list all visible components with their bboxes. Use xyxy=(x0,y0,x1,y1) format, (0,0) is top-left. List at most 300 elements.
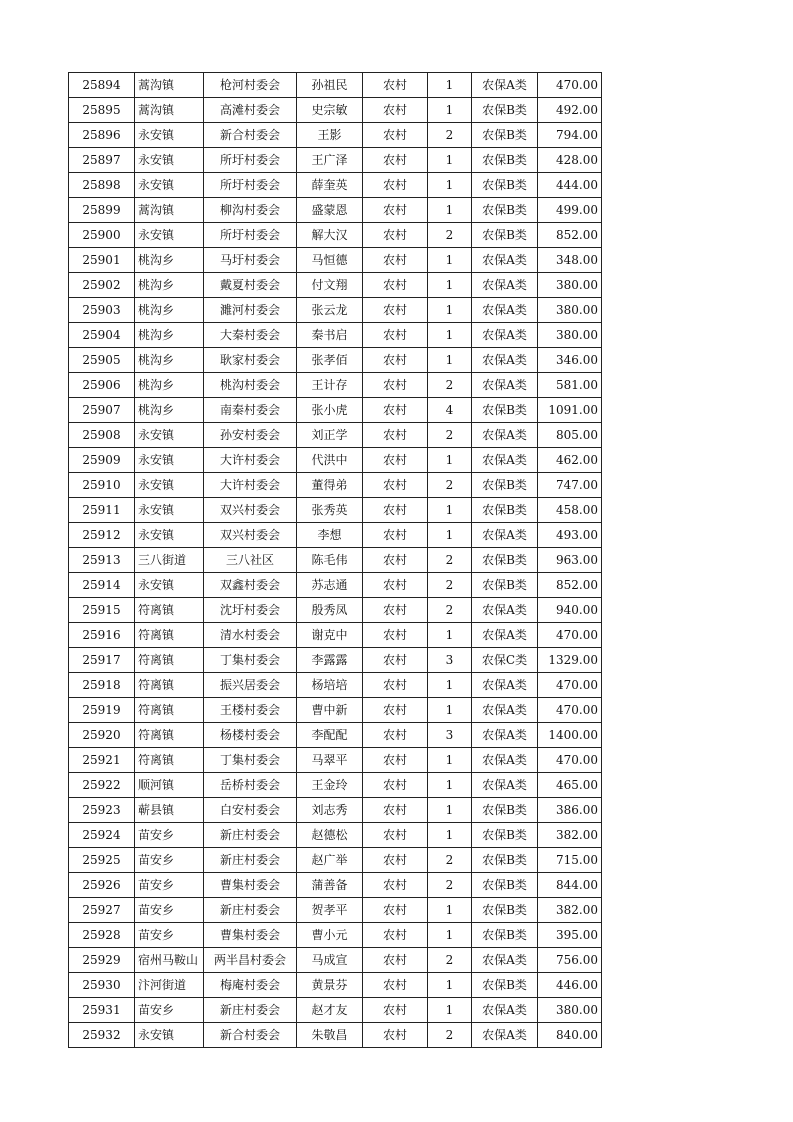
table-body xyxy=(69,73,602,1048)
record-id-cell: 25926 xyxy=(69,873,135,898)
township-cell: 蒿沟镇 xyxy=(135,198,204,223)
table-row xyxy=(69,798,602,823)
household-count-cell: 1 xyxy=(428,73,472,98)
area-type-cell: 农村 xyxy=(363,473,428,498)
village-committee-cell: 柳沟村委会 xyxy=(204,198,297,223)
township-cell: 永安镇 xyxy=(135,498,204,523)
amount-cell: 1329.00 xyxy=(538,648,602,673)
township-cell: 宿州马鞍山 xyxy=(135,948,204,973)
amount-cell: 499.00 xyxy=(538,198,602,223)
person-name-cell: 秦书启 xyxy=(297,323,363,348)
amount-cell: 747.00 xyxy=(538,473,602,498)
insurance-category-cell: 农保B类 xyxy=(472,573,538,598)
table-row xyxy=(69,323,602,348)
table-row xyxy=(69,423,602,448)
table-row xyxy=(69,223,602,248)
insurance-category-cell: 农保B类 xyxy=(472,223,538,248)
village-committee-cell: 丁集村委会 xyxy=(204,648,297,673)
township-cell: 桃沟乡 xyxy=(135,273,204,298)
table-row xyxy=(69,973,602,998)
village-committee-cell: 曹集村委会 xyxy=(204,923,297,948)
insurance-category-cell: 农保A类 xyxy=(472,748,538,773)
record-id-cell: 25909 xyxy=(69,448,135,473)
village-committee-cell: 白安村委会 xyxy=(204,798,297,823)
insurance-category-cell: 农保A类 xyxy=(472,598,538,623)
insurance-category-cell: 农保B类 xyxy=(472,548,538,573)
record-id-cell: 25906 xyxy=(69,373,135,398)
village-committee-cell: 高滩村委会 xyxy=(204,98,297,123)
area-type-cell: 农村 xyxy=(363,148,428,173)
table-row xyxy=(69,998,602,1023)
amount-cell: 492.00 xyxy=(538,98,602,123)
table-row xyxy=(69,448,602,473)
amount-cell: 1091.00 xyxy=(538,398,602,423)
record-id-cell: 25931 xyxy=(69,998,135,1023)
township-cell: 桃沟乡 xyxy=(135,248,204,273)
insurance-category-cell: 农保A类 xyxy=(472,773,538,798)
household-count-cell: 1 xyxy=(428,198,472,223)
household-count-cell: 1 xyxy=(428,748,472,773)
township-cell: 永安镇 xyxy=(135,573,204,598)
household-count-cell: 1 xyxy=(428,273,472,298)
household-count-cell: 1 xyxy=(428,973,472,998)
person-name-cell: 刘正学 xyxy=(297,423,363,448)
person-name-cell: 王广泽 xyxy=(297,148,363,173)
amount-cell: 493.00 xyxy=(538,523,602,548)
village-committee-cell: 梅庵村委会 xyxy=(204,973,297,998)
person-name-cell: 陈毛伟 xyxy=(297,548,363,573)
household-count-cell: 1 xyxy=(428,898,472,923)
insurance-category-cell: 农保B类 xyxy=(472,173,538,198)
record-id-cell: 25923 xyxy=(69,798,135,823)
village-committee-cell: 枪河村委会 xyxy=(204,73,297,98)
insurance-category-cell: 农保B类 xyxy=(472,398,538,423)
insurance-category-cell: 农保A类 xyxy=(472,423,538,448)
table-row xyxy=(69,823,602,848)
person-name-cell: 薛奎英 xyxy=(297,173,363,198)
record-id-cell: 25905 xyxy=(69,348,135,373)
area-type-cell: 农村 xyxy=(363,398,428,423)
table-row xyxy=(69,923,602,948)
amount-cell: 462.00 xyxy=(538,448,602,473)
amount-cell: 805.00 xyxy=(538,423,602,448)
area-type-cell: 农村 xyxy=(363,348,428,373)
township-cell: 永安镇 xyxy=(135,223,204,248)
township-cell: 桃沟乡 xyxy=(135,398,204,423)
insurance-category-cell: 农保C类 xyxy=(472,648,538,673)
record-id-cell: 25911 xyxy=(69,498,135,523)
insurance-category-cell: 农保B类 xyxy=(472,498,538,523)
amount-cell: 348.00 xyxy=(538,248,602,273)
table-row xyxy=(69,273,602,298)
area-type-cell: 农村 xyxy=(363,1023,428,1048)
insurance-category-cell: 农保A类 xyxy=(472,1023,538,1048)
township-cell: 永安镇 xyxy=(135,173,204,198)
township-cell: 符离镇 xyxy=(135,673,204,698)
village-committee-cell: 双兴村委会 xyxy=(204,523,297,548)
area-type-cell: 农村 xyxy=(363,848,428,873)
insurance-category-cell: 农保A类 xyxy=(472,373,538,398)
person-name-cell: 李想 xyxy=(297,523,363,548)
person-name-cell: 朱敬昌 xyxy=(297,1023,363,1048)
record-id-cell: 25901 xyxy=(69,248,135,273)
township-cell: 桃沟乡 xyxy=(135,348,204,373)
township-cell: 桃沟乡 xyxy=(135,298,204,323)
record-id-cell: 25898 xyxy=(69,173,135,198)
table-row xyxy=(69,1023,602,1048)
village-committee-cell: 双兴村委会 xyxy=(204,498,297,523)
village-committee-cell: 三八社区 xyxy=(204,548,297,573)
person-name-cell: 付文翔 xyxy=(297,273,363,298)
table-row xyxy=(69,173,602,198)
table-row xyxy=(69,198,602,223)
data-table xyxy=(68,72,602,1048)
amount-cell: 470.00 xyxy=(538,73,602,98)
insurance-category-cell: 农保A类 xyxy=(472,248,538,273)
household-count-cell: 2 xyxy=(428,548,472,573)
person-name-cell: 王影 xyxy=(297,123,363,148)
amount-cell: 458.00 xyxy=(538,498,602,523)
household-count-cell: 1 xyxy=(428,698,472,723)
insurance-category-cell: 农保A类 xyxy=(472,673,538,698)
amount-cell: 446.00 xyxy=(538,973,602,998)
village-committee-cell: 孙安村委会 xyxy=(204,423,297,448)
person-name-cell: 贺孝平 xyxy=(297,898,363,923)
area-type-cell: 农村 xyxy=(363,123,428,148)
village-committee-cell: 王楼村委会 xyxy=(204,698,297,723)
household-count-cell: 2 xyxy=(428,423,472,448)
household-count-cell: 2 xyxy=(428,373,472,398)
township-cell: 符离镇 xyxy=(135,648,204,673)
area-type-cell: 农村 xyxy=(363,173,428,198)
record-id-cell: 25920 xyxy=(69,723,135,748)
household-count-cell: 1 xyxy=(428,248,472,273)
insurance-category-cell: 农保B类 xyxy=(472,148,538,173)
village-committee-cell: 两半昌村委会 xyxy=(204,948,297,973)
area-type-cell: 农村 xyxy=(363,898,428,923)
amount-cell: 386.00 xyxy=(538,798,602,823)
township-cell: 永安镇 xyxy=(135,448,204,473)
insurance-category-cell: 农保B类 xyxy=(472,898,538,923)
amount-cell: 380.00 xyxy=(538,273,602,298)
amount-cell: 794.00 xyxy=(538,123,602,148)
record-id-cell: 25928 xyxy=(69,923,135,948)
household-count-cell: 2 xyxy=(428,948,472,973)
village-committee-cell: 戴夏村委会 xyxy=(204,273,297,298)
insurance-category-cell: 农保A类 xyxy=(472,348,538,373)
village-committee-cell: 新合村委会 xyxy=(204,123,297,148)
table-row xyxy=(69,148,602,173)
table-row xyxy=(69,748,602,773)
table-row xyxy=(69,648,602,673)
record-id-cell: 25913 xyxy=(69,548,135,573)
village-committee-cell: 新庄村委会 xyxy=(204,898,297,923)
household-count-cell: 2 xyxy=(428,598,472,623)
amount-cell: 756.00 xyxy=(538,948,602,973)
area-type-cell: 农村 xyxy=(363,823,428,848)
table-row xyxy=(69,848,602,873)
table-row xyxy=(69,473,602,498)
area-type-cell: 农村 xyxy=(363,423,428,448)
village-committee-cell: 所圩村委会 xyxy=(204,148,297,173)
area-type-cell: 农村 xyxy=(363,598,428,623)
table-row xyxy=(69,948,602,973)
table-row xyxy=(69,573,602,598)
township-cell: 符离镇 xyxy=(135,623,204,648)
township-cell: 符离镇 xyxy=(135,748,204,773)
amount-cell: 382.00 xyxy=(538,898,602,923)
household-count-cell: 1 xyxy=(428,623,472,648)
amount-cell: 470.00 xyxy=(538,673,602,698)
person-name-cell: 史宗敏 xyxy=(297,98,363,123)
record-id-cell: 25903 xyxy=(69,298,135,323)
record-id-cell: 25917 xyxy=(69,648,135,673)
insurance-category-cell: 农保A类 xyxy=(472,998,538,1023)
area-type-cell: 农村 xyxy=(363,73,428,98)
township-cell: 符离镇 xyxy=(135,598,204,623)
record-id-cell: 25902 xyxy=(69,273,135,298)
village-committee-cell: 所圩村委会 xyxy=(204,223,297,248)
record-id-cell: 25930 xyxy=(69,973,135,998)
record-id-cell: 25915 xyxy=(69,598,135,623)
table-row xyxy=(69,548,602,573)
person-name-cell: 马恒德 xyxy=(297,248,363,273)
village-committee-cell: 桃沟村委会 xyxy=(204,373,297,398)
person-name-cell: 张云龙 xyxy=(297,298,363,323)
village-committee-cell: 丁集村委会 xyxy=(204,748,297,773)
amount-cell: 428.00 xyxy=(538,148,602,173)
area-type-cell: 农村 xyxy=(363,873,428,898)
record-id-cell: 25908 xyxy=(69,423,135,448)
record-id-cell: 25895 xyxy=(69,98,135,123)
record-id-cell: 25925 xyxy=(69,848,135,873)
amount-cell: 852.00 xyxy=(538,573,602,598)
township-cell: 永安镇 xyxy=(135,523,204,548)
area-type-cell: 农村 xyxy=(363,223,428,248)
record-id-cell: 25929 xyxy=(69,948,135,973)
amount-cell: 444.00 xyxy=(538,173,602,198)
household-count-cell: 2 xyxy=(428,848,472,873)
village-committee-cell: 所圩村委会 xyxy=(204,173,297,198)
area-type-cell: 农村 xyxy=(363,298,428,323)
table-row xyxy=(69,623,602,648)
township-cell: 顺河镇 xyxy=(135,773,204,798)
township-cell: 永安镇 xyxy=(135,473,204,498)
record-id-cell: 25924 xyxy=(69,823,135,848)
table-row xyxy=(69,698,602,723)
table-row xyxy=(69,373,602,398)
amount-cell: 470.00 xyxy=(538,623,602,648)
person-name-cell: 苏志通 xyxy=(297,573,363,598)
township-cell: 蕲县镇 xyxy=(135,798,204,823)
person-name-cell: 代洪中 xyxy=(297,448,363,473)
village-committee-cell: 杨楼村委会 xyxy=(204,723,297,748)
person-name-cell: 赵才友 xyxy=(297,998,363,1023)
area-type-cell: 农村 xyxy=(363,773,428,798)
village-committee-cell: 新庄村委会 xyxy=(204,848,297,873)
household-count-cell: 2 xyxy=(428,873,472,898)
insurance-category-cell: 农保A类 xyxy=(472,523,538,548)
amount-cell: 380.00 xyxy=(538,323,602,348)
amount-cell: 470.00 xyxy=(538,748,602,773)
insurance-category-cell: 农保B类 xyxy=(472,98,538,123)
area-type-cell: 农村 xyxy=(363,98,428,123)
household-count-cell: 1 xyxy=(428,323,472,348)
amount-cell: 840.00 xyxy=(538,1023,602,1048)
village-committee-cell: 新庄村委会 xyxy=(204,998,297,1023)
village-committee-cell: 曹集村委会 xyxy=(204,873,297,898)
area-type-cell: 农村 xyxy=(363,523,428,548)
person-name-cell: 张小虎 xyxy=(297,398,363,423)
record-id-cell: 25897 xyxy=(69,148,135,173)
table-row xyxy=(69,73,602,98)
table-row xyxy=(69,123,602,148)
area-type-cell: 农村 xyxy=(363,448,428,473)
household-count-cell: 2 xyxy=(428,223,472,248)
person-name-cell: 孙祖民 xyxy=(297,73,363,98)
insurance-category-cell: 农保A类 xyxy=(472,273,538,298)
household-count-cell: 2 xyxy=(428,1023,472,1048)
insurance-category-cell: 农保A类 xyxy=(472,623,538,648)
village-committee-cell: 清水村委会 xyxy=(204,623,297,648)
insurance-category-cell: 农保A类 xyxy=(472,73,538,98)
person-name-cell: 王计存 xyxy=(297,373,363,398)
area-type-cell: 农村 xyxy=(363,623,428,648)
insurance-category-cell: 农保B类 xyxy=(472,923,538,948)
person-name-cell: 杨培培 xyxy=(297,673,363,698)
township-cell: 蒿沟镇 xyxy=(135,73,204,98)
village-committee-cell: 大许村委会 xyxy=(204,473,297,498)
village-committee-cell: 濉河村委会 xyxy=(204,298,297,323)
person-name-cell: 盛蒙恩 xyxy=(297,198,363,223)
record-id-cell: 25910 xyxy=(69,473,135,498)
township-cell: 永安镇 xyxy=(135,148,204,173)
table-row xyxy=(69,248,602,273)
township-cell: 永安镇 xyxy=(135,1023,204,1048)
township-cell: 汴河街道 xyxy=(135,973,204,998)
household-count-cell: 1 xyxy=(428,523,472,548)
amount-cell: 963.00 xyxy=(538,548,602,573)
person-name-cell: 赵德松 xyxy=(297,823,363,848)
insurance-category-cell: 农保B类 xyxy=(472,198,538,223)
area-type-cell: 农村 xyxy=(363,998,428,1023)
table-row xyxy=(69,348,602,373)
amount-cell: 940.00 xyxy=(538,598,602,623)
record-id-cell: 25932 xyxy=(69,1023,135,1048)
household-count-cell: 1 xyxy=(428,98,472,123)
township-cell: 永安镇 xyxy=(135,123,204,148)
village-committee-cell: 大秦村委会 xyxy=(204,323,297,348)
amount-cell: 380.00 xyxy=(538,298,602,323)
record-id-cell: 25914 xyxy=(69,573,135,598)
area-type-cell: 农村 xyxy=(363,498,428,523)
person-name-cell: 李配配 xyxy=(297,723,363,748)
village-committee-cell: 沈圩村委会 xyxy=(204,598,297,623)
insurance-category-cell: 农保A类 xyxy=(472,448,538,473)
person-name-cell: 黄景芬 xyxy=(297,973,363,998)
household-count-cell: 2 xyxy=(428,473,472,498)
person-name-cell: 张秀英 xyxy=(297,498,363,523)
township-cell: 苗安乡 xyxy=(135,998,204,1023)
village-committee-cell: 耿家村委会 xyxy=(204,348,297,373)
township-cell: 永安镇 xyxy=(135,423,204,448)
township-cell: 苗安乡 xyxy=(135,823,204,848)
household-count-cell: 3 xyxy=(428,723,472,748)
record-id-cell: 25919 xyxy=(69,698,135,723)
insurance-category-cell: 农保B类 xyxy=(472,973,538,998)
person-name-cell: 刘志秀 xyxy=(297,798,363,823)
person-name-cell: 董得弟 xyxy=(297,473,363,498)
household-count-cell: 3 xyxy=(428,648,472,673)
person-name-cell: 马翠平 xyxy=(297,748,363,773)
amount-cell: 715.00 xyxy=(538,848,602,873)
village-committee-cell: 新合村委会 xyxy=(204,1023,297,1048)
person-name-cell: 解大汉 xyxy=(297,223,363,248)
village-committee-cell: 岳桥村委会 xyxy=(204,773,297,798)
township-cell: 符离镇 xyxy=(135,698,204,723)
village-committee-cell: 南秦村委会 xyxy=(204,398,297,423)
household-count-cell: 1 xyxy=(428,298,472,323)
insurance-category-cell: 农保A类 xyxy=(472,323,538,348)
person-name-cell: 曹小元 xyxy=(297,923,363,948)
village-committee-cell: 双鑫村委会 xyxy=(204,573,297,598)
area-type-cell: 农村 xyxy=(363,673,428,698)
area-type-cell: 农村 xyxy=(363,198,428,223)
amount-cell: 470.00 xyxy=(538,698,602,723)
insurance-category-cell: 农保A类 xyxy=(472,298,538,323)
area-type-cell: 农村 xyxy=(363,698,428,723)
person-name-cell: 曹中新 xyxy=(297,698,363,723)
area-type-cell: 农村 xyxy=(363,723,428,748)
village-committee-cell: 马圩村委会 xyxy=(204,248,297,273)
person-name-cell: 马成宣 xyxy=(297,948,363,973)
household-count-cell: 1 xyxy=(428,998,472,1023)
township-cell: 符离镇 xyxy=(135,723,204,748)
amount-cell: 581.00 xyxy=(538,373,602,398)
insurance-category-cell: 农保A类 xyxy=(472,948,538,973)
person-name-cell: 王金玲 xyxy=(297,773,363,798)
village-committee-cell: 振兴居委会 xyxy=(204,673,297,698)
record-id-cell: 25894 xyxy=(69,73,135,98)
record-id-cell: 25916 xyxy=(69,623,135,648)
village-committee-cell: 大许村委会 xyxy=(204,448,297,473)
person-name-cell: 谢克中 xyxy=(297,623,363,648)
person-name-cell: 李露露 xyxy=(297,648,363,673)
household-count-cell: 1 xyxy=(428,173,472,198)
household-count-cell: 1 xyxy=(428,148,472,173)
amount-cell: 844.00 xyxy=(538,873,602,898)
record-id-cell: 25904 xyxy=(69,323,135,348)
household-count-cell: 1 xyxy=(428,348,472,373)
insurance-category-cell: 农保B类 xyxy=(472,123,538,148)
record-id-cell: 25907 xyxy=(69,398,135,423)
household-count-cell: 1 xyxy=(428,448,472,473)
area-type-cell: 农村 xyxy=(363,373,428,398)
township-cell: 桃沟乡 xyxy=(135,373,204,398)
household-count-cell: 1 xyxy=(428,923,472,948)
area-type-cell: 农村 xyxy=(363,648,428,673)
person-name-cell: 张孝佰 xyxy=(297,348,363,373)
table-row xyxy=(69,98,602,123)
township-cell: 苗安乡 xyxy=(135,873,204,898)
area-type-cell: 农村 xyxy=(363,973,428,998)
insurance-category-cell: 农保B类 xyxy=(472,473,538,498)
record-id-cell: 25912 xyxy=(69,523,135,548)
village-committee-cell: 新庄村委会 xyxy=(204,823,297,848)
amount-cell: 346.00 xyxy=(538,348,602,373)
township-cell: 桃沟乡 xyxy=(135,323,204,348)
amount-cell: 1400.00 xyxy=(538,723,602,748)
